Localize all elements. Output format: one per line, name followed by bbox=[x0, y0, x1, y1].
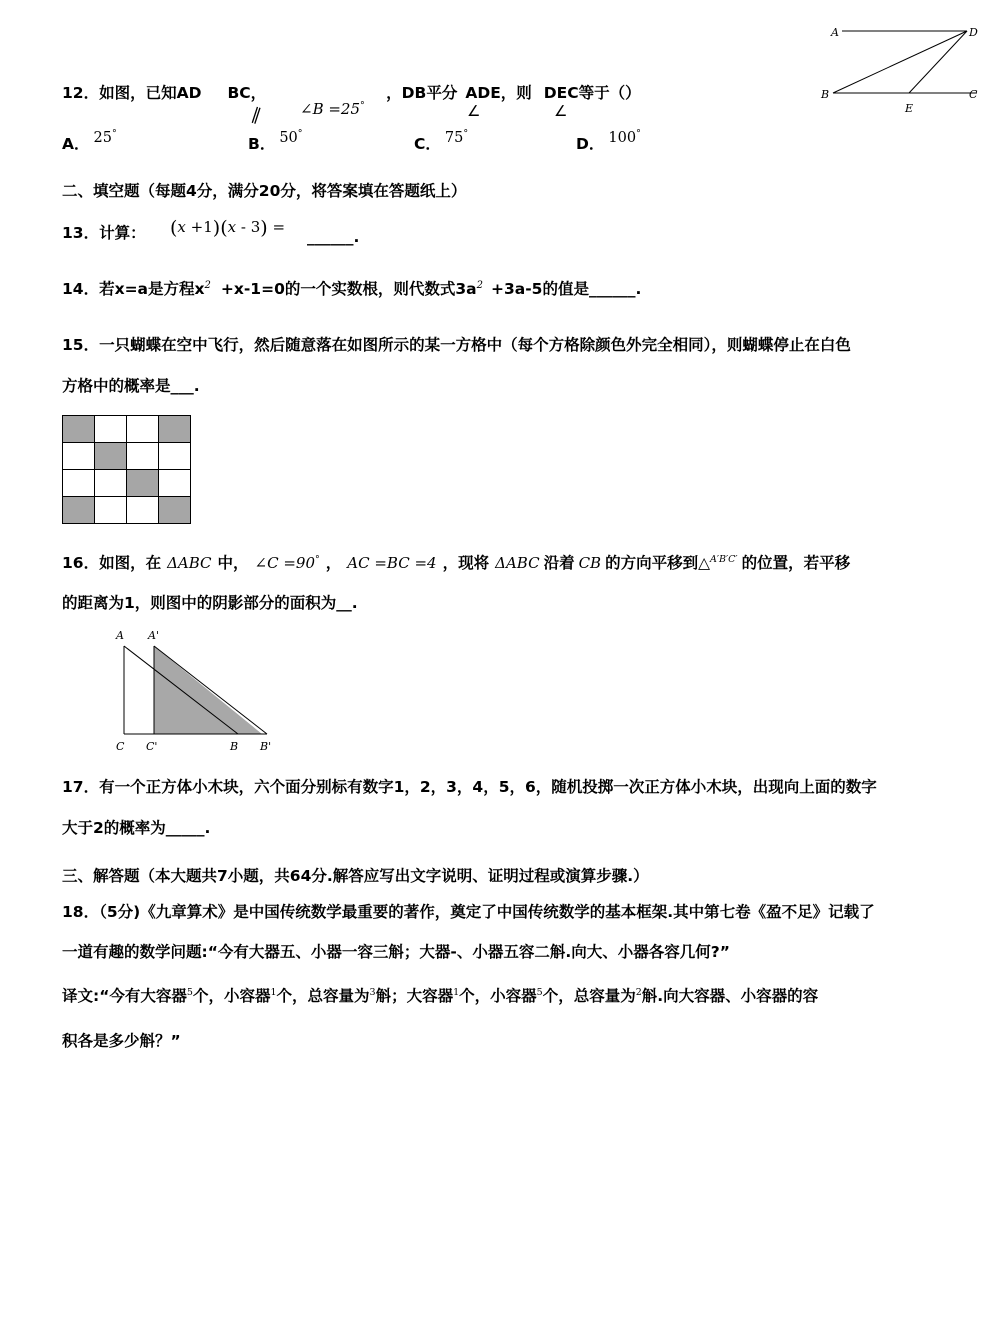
q16-label-B: B bbox=[230, 740, 239, 754]
q12-mid: ，DB平分 bbox=[386, 84, 458, 102]
q18-line-4: 积各是多少斛？” bbox=[62, 1031, 181, 1050]
q17-line-2: 大于2的概率为_____. bbox=[62, 818, 211, 837]
q12-dec: DEC等于（） bbox=[543, 84, 641, 102]
angle-symbol-2: ∠ bbox=[554, 102, 568, 120]
question-18 bbox=[62, 897, 892, 1056]
q16-line-1: 16．如图，在 ΔABC 中， ∠C =90° ， AC =BC =4 ，现将 ΔABC 沿着 CB 的方向平移到△$^{A'B'C'}$ 的位置，若平移 bbox=[62, 553, 851, 572]
q15-grid-figure bbox=[62, 415, 892, 524]
butterfly-grid bbox=[62, 415, 191, 524]
q18-line-2: 一道有趣的数学问题:“今有大器五、小器一容三斛；大器-、小器五容二斛.向大、小器各容几何?” bbox=[62, 943, 730, 962]
q16-triangle-abc-2: ΔABC bbox=[495, 553, 540, 572]
grid-cell bbox=[95, 415, 127, 442]
section-2-heading: 二、填空题（每题4分，满分20分，将答案填在答题纸上） bbox=[62, 182, 467, 200]
q13-expression: (x +1)(x - 3) = bbox=[170, 217, 286, 240]
q18-num-2: 2 bbox=[635, 987, 642, 999]
q12-ade: ADE，则 bbox=[465, 84, 532, 102]
q18-line-3: 译文:“今有大容器$^5$个，小容器$^1$个，总容量为$^3$斛；大容器$^1$个，小容器$^5$个，总容量为$^2$斛.向大容器、小容器的容 bbox=[62, 987, 819, 1006]
q12-label-E: E bbox=[905, 102, 914, 115]
grid-cell bbox=[159, 496, 191, 523]
q18-num-1b: 1 bbox=[453, 987, 460, 999]
grid-cell bbox=[63, 415, 95, 442]
q16-label-B-prime: B' bbox=[260, 740, 272, 754]
parallel-symbol: ∥ bbox=[249, 104, 264, 126]
q12-choice-a[interactable]: A． 25° bbox=[62, 128, 117, 153]
q16-label-C: C bbox=[116, 740, 125, 754]
q13-blank: ______. bbox=[307, 228, 360, 247]
q14-sup-2: 2 bbox=[476, 280, 483, 292]
q16-label-C-prime: C' bbox=[146, 740, 158, 754]
grid-cell bbox=[127, 415, 159, 442]
grid-cell bbox=[127, 469, 159, 496]
grid-cell bbox=[95, 469, 127, 496]
q12-choice-c[interactable]: C． 75° bbox=[414, 128, 469, 153]
q16-triangle-image: A′B′C′ bbox=[710, 553, 738, 565]
question-16 bbox=[62, 548, 892, 618]
q16-label-A: A bbox=[116, 629, 124, 643]
q16-line-2: 的距离为1，则图中的阴影部分的面积为__. bbox=[62, 594, 358, 613]
q18-num-5a: 5 bbox=[186, 987, 193, 999]
q12-label-D: D bbox=[969, 26, 978, 39]
grid-cell bbox=[159, 415, 191, 442]
q16-segment-cb: CB bbox=[578, 553, 602, 572]
q12-choice-d[interactable]: D． 100° bbox=[576, 128, 641, 153]
grid-cell bbox=[95, 442, 127, 469]
question-14 bbox=[62, 274, 892, 304]
q12-choice-b[interactable]: B． 50° bbox=[248, 128, 303, 153]
q12-label-B: B bbox=[821, 88, 830, 101]
q13-label: 13．计算： bbox=[62, 224, 146, 243]
grid-row bbox=[63, 496, 191, 523]
q16-triangle-abc: ΔABC bbox=[167, 553, 212, 572]
question-17 bbox=[62, 772, 892, 842]
grid-cell bbox=[159, 469, 191, 496]
q12-label-C: C bbox=[969, 88, 978, 101]
q14-text-b: +x-1=0的一个实数根，则代数式3a bbox=[220, 280, 477, 299]
q12-choices bbox=[62, 128, 892, 166]
question-12-text bbox=[62, 78, 762, 108]
q12-label-A: A bbox=[831, 26, 839, 39]
page-content bbox=[62, 0, 978, 1056]
grid-cell bbox=[127, 442, 159, 469]
q18-line-1: 18．（5分)《九章算术》是中国传统数学最重要的著作，奠定了中国传统数学的基本框架.其中第七卷《盈不足》记载了 bbox=[62, 903, 875, 921]
grid-row bbox=[63, 442, 191, 469]
grid-cell bbox=[63, 442, 95, 469]
grid-cell bbox=[127, 496, 159, 523]
grid-cell bbox=[95, 496, 127, 523]
q15-line-2: 方格中的概率是___. bbox=[62, 376, 200, 395]
q12-bc: BC， bbox=[227, 84, 267, 102]
q18-num-3: 3 bbox=[369, 987, 376, 999]
q16-translation-figure bbox=[62, 624, 342, 754]
grid-row bbox=[63, 415, 191, 442]
q15-line-1: 15．一只蝴蝶在空中飞行，然后随意落在如图所示的某一方格中（每个方格除颜色外完全相同），则蝴蝶停止在白色 bbox=[62, 336, 851, 355]
q16-ac-bc: AC =BC =4 bbox=[347, 553, 437, 572]
question-13 bbox=[62, 208, 892, 252]
q14-text-a: 14．若x=a是方程x bbox=[62, 280, 205, 299]
section-3-heading: 三、解答题（本大题共7小题，共64分.解答应写出文字说明、证明过程或演算步骤.） bbox=[62, 866, 649, 885]
grid-cell bbox=[63, 496, 95, 523]
q17-line-1: 17．有一个正方体小木块，六个面分别标有数字1，2，3，4，5，6，随机投掷一次正方体小木块，出现向上面的数字 bbox=[62, 778, 877, 797]
q18-num-5b: 5 bbox=[536, 987, 543, 999]
q16-angle-c: ∠C =90° bbox=[254, 553, 320, 572]
grid-row bbox=[63, 469, 191, 496]
q14-sup-1: 2 bbox=[204, 280, 211, 292]
q12-label: 12．如图，已知AD bbox=[62, 84, 202, 102]
angle-symbol-1: ∠ bbox=[467, 102, 481, 120]
q18-num-1a: 1 bbox=[270, 987, 277, 999]
grid-cell bbox=[63, 469, 95, 496]
question-15 bbox=[62, 330, 892, 400]
q12-geometry-figure bbox=[817, 20, 997, 130]
question-12 bbox=[62, 0, 978, 126]
grid-cell bbox=[159, 442, 191, 469]
q16-label-A-prime: A' bbox=[148, 629, 159, 643]
q14-text-c: +3a-5的值是______. bbox=[491, 280, 642, 299]
angle-b-value: ∠B =25° bbox=[300, 100, 365, 118]
